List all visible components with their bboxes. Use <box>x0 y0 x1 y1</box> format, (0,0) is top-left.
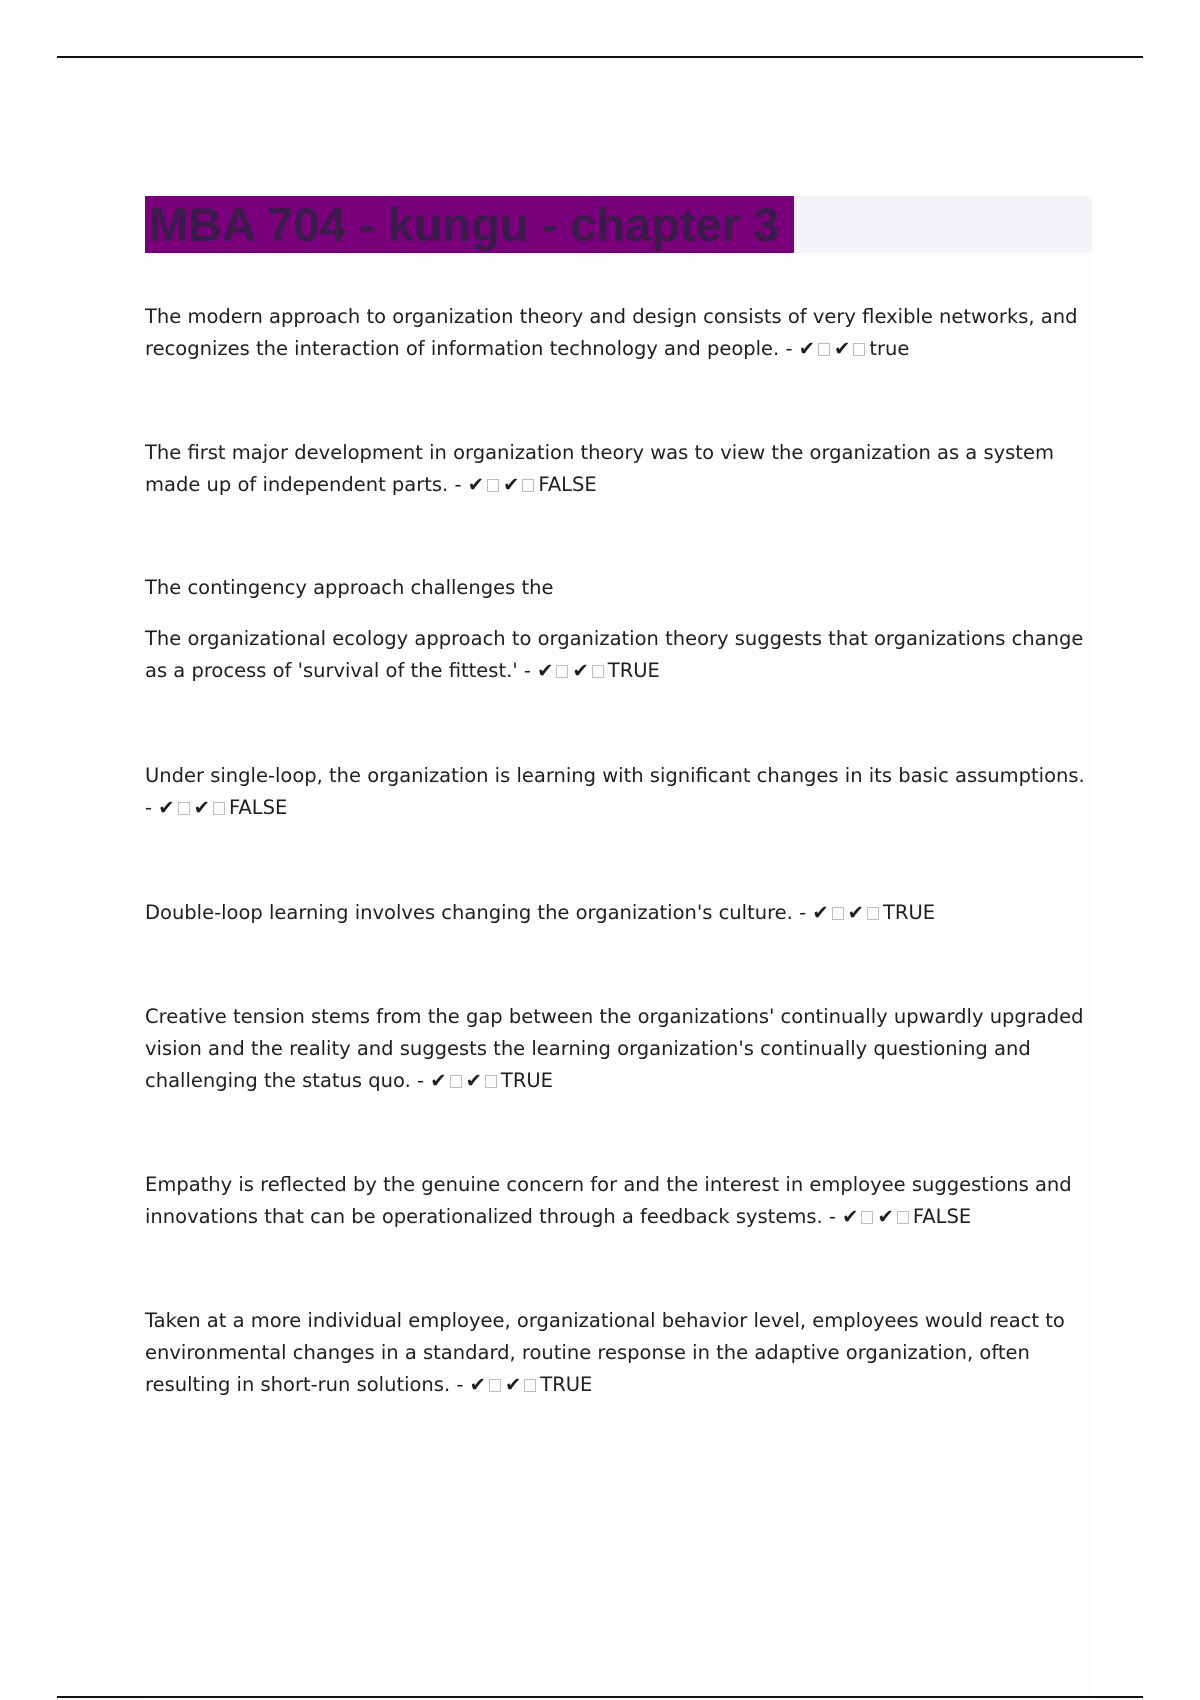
answer-separator: - <box>448 473 468 496</box>
answer-text: TRUE <box>500 1069 553 1092</box>
answer-separator: - <box>792 901 813 924</box>
question-text: The modern approach to organization theory and design consists of very flexible networks, and recognizes the interaction of information technology and people. <box>145 305 1078 360</box>
check-icon: ✔ <box>842 1205 859 1228</box>
answer-separator: - <box>410 1069 431 1092</box>
answer-separator: - <box>517 659 538 682</box>
question-text: Taken at a more individual employee, organizational behavior level, employees would react to environmental changes in a standard, routine response in the adaptive organization, often resulting in short-run solutions. <box>145 1309 1065 1396</box>
answer-separator: - <box>779 337 799 360</box>
question-text: Creative tension stems from the gap between the organizations' continually upwardly upgraded vision and the reality and suggests the learning organization's continually questioning and challenging the status quo. <box>145 1005 1084 1092</box>
qa-item-4 <box>145 623 1095 687</box>
content-panel <box>145 196 1092 1700</box>
qa-item-7 <box>145 1001 1095 1097</box>
top-rule <box>57 56 1143 58</box>
check-icon: ✔ <box>465 1069 482 1092</box>
qa-item-8 <box>145 1169 1095 1233</box>
question-text: Empathy is reflected by the genuine concern for and the interest in employee suggestions and innovations that can be operationalized through a feedback systems. <box>145 1173 1072 1228</box>
answer-separator: - <box>145 796 159 819</box>
box-icon <box>853 343 865 356</box>
check-icon: ✔ <box>847 901 864 924</box>
check-icon: ✔ <box>430 1069 447 1092</box>
qa-item-6 <box>145 897 1095 929</box>
check-icon: ✔ <box>537 659 554 682</box>
question-text: Double-loop learning involves changing the organization's culture. <box>145 901 793 924</box>
qa-item-2 <box>145 437 1095 501</box>
answer-text: TRUE <box>540 1373 593 1396</box>
box-icon <box>489 1379 501 1392</box>
check-icon: ✔ <box>467 473 485 496</box>
check-icon: ✔ <box>158 796 175 819</box>
answer-text: FALSE <box>538 473 597 496</box>
document-title-highlight <box>145 196 794 253</box>
question-text: The organizational ecology approach to organization theory suggests that organizations change as a process of 'survival of the fittest.' <box>145 627 1084 682</box>
answer-text: true <box>869 337 910 360</box>
box-icon <box>178 802 190 815</box>
qa-item-5 <box>145 760 1095 824</box>
box-icon <box>487 479 499 492</box>
check-icon: ✔ <box>503 473 520 496</box>
qa-item-9 <box>145 1305 1095 1401</box>
document-title: MBA 704 - kungu - chapter 3 <box>149 198 780 251</box>
box-icon <box>485 1075 497 1088</box>
box-icon <box>867 907 879 920</box>
check-icon: ✔ <box>812 901 829 924</box>
answer-separator: - <box>822 1205 843 1228</box>
question-text: The contingency approach challenges the <box>145 576 554 599</box>
box-icon <box>818 343 830 356</box>
question-text: The first major development in organization theory was to view the organization as a system made up of independent parts. <box>145 441 1054 496</box>
check-icon: ✔ <box>504 1373 522 1396</box>
qa-item-3 <box>145 572 1095 604</box>
check-icon: ✔ <box>193 796 210 819</box>
box-icon <box>524 1379 536 1392</box>
answer-separator: - <box>450 1373 470 1396</box>
answer-text: TRUE <box>607 659 660 682</box>
check-icon: ✔ <box>798 337 816 360</box>
box-icon <box>450 1075 462 1088</box>
check-icon: ✔ <box>572 659 589 682</box>
box-icon <box>213 802 225 815</box>
qa-item-1 <box>145 301 1095 365</box>
box-icon <box>897 1211 909 1224</box>
bottom-rule <box>57 1696 1143 1698</box>
box-icon <box>861 1211 873 1224</box>
check-icon: ✔ <box>469 1373 486 1396</box>
answer-text: FALSE <box>228 796 288 819</box>
box-icon <box>832 907 844 920</box>
box-icon <box>592 665 604 678</box>
question-text: Under single-loop, the organization is learning with significant changes in its basic assumptions. <box>145 764 1085 787</box>
check-icon: ✔ <box>834 337 851 360</box>
answer-text: TRUE <box>883 901 936 924</box>
box-icon <box>556 665 568 678</box>
box-icon <box>522 479 534 492</box>
check-icon: ✔ <box>877 1205 894 1228</box>
answer-text: FALSE <box>912 1205 972 1228</box>
